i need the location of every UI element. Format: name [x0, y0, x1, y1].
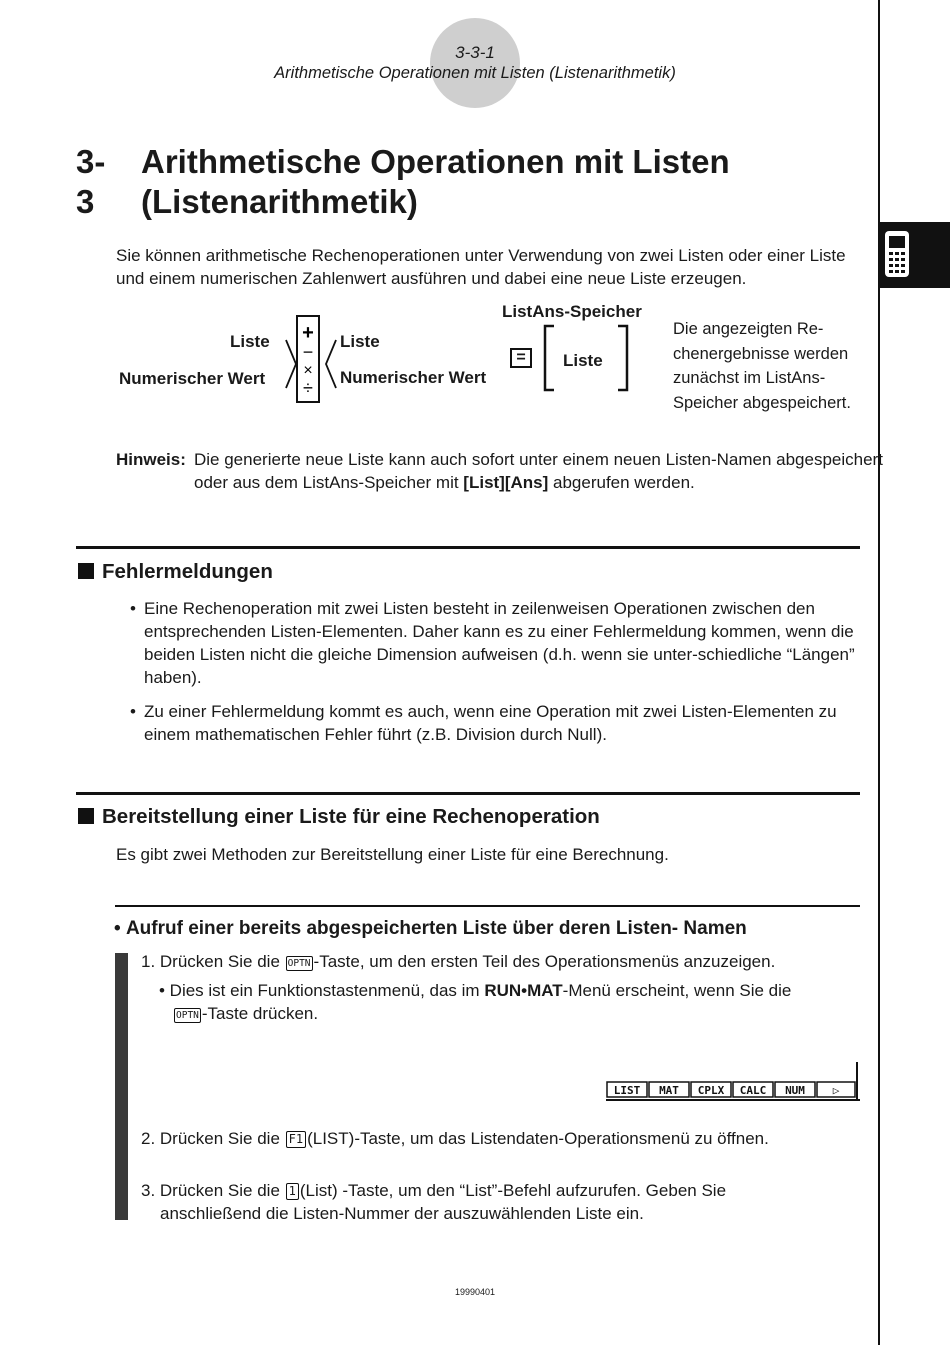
- header-circle: [430, 18, 520, 108]
- hinweis-keys: [List][Ans]: [463, 473, 549, 492]
- menu-item-mat: MAT: [659, 1084, 679, 1097]
- hinweis-text-before: Die generierte neue Liste kann auch sofort unter einem neuen Listen-Namen abgespeichert oder aus dem ListAns-Speicher mit: [194, 450, 883, 492]
- hinweis-text-after: abgerufen werden.: [548, 473, 695, 492]
- menu-item-cplx: CPLX: [697, 1084, 725, 1097]
- menu-item-next: ▷: [832, 1084, 840, 1097]
- step-2-pre: 2. Drücken Sie die: [141, 1129, 285, 1148]
- step-3: [141, 1179, 861, 1225]
- section-rule: [76, 546, 860, 549]
- title-number: 3-3: [76, 143, 106, 220]
- header-subtitle: Arithmetische Operationen mit Listen (Listenarithmetik): [274, 64, 676, 82]
- one-key-icon: 1: [286, 1183, 299, 1200]
- margin-line: [878, 0, 880, 1345]
- step-1-pre: 1. Drücken Sie die: [141, 952, 285, 971]
- function-menu-display: [606, 1062, 860, 1102]
- optn-key-icon: OPTN: [287, 958, 311, 969]
- subsection-rule: [115, 905, 860, 907]
- step-3-pre: 3. Drücken Sie die: [141, 1181, 285, 1200]
- error-bullet-2: Zu einer Fehlermeldung kommt es auch, wenn eine Operation mit zwei Listen-Elementen zu einem mathematischen Fehler führt (z.B. Division durch Null).: [144, 702, 837, 744]
- operator-divide: ÷: [303, 378, 313, 398]
- procedure-sidebar: [115, 953, 128, 1220]
- section-provide-intro: Es gibt zwei Methoden zur Bereitstellung einer Liste für eine Berechnung.: [116, 845, 669, 864]
- diagram-left-bottom: Numerischer Wert: [119, 369, 266, 388]
- menu-item-list: LIST: [613, 1084, 641, 1097]
- section-errors-title: [78, 560, 273, 584]
- step-1-sub-post: -Taste drücken.: [201, 1004, 319, 1023]
- title-text: Arithmetische Operationen mit Listen (Listenarithmetik): [141, 143, 730, 220]
- diagram-right-bottom: Numerischer Wert: [340, 368, 487, 387]
- calculator-icon: [884, 230, 910, 278]
- footer-code: 19990401: [454, 1287, 496, 1297]
- section-square-icon: [78, 563, 94, 579]
- operator-times: ×: [303, 362, 313, 379]
- diagram-left-top: Liste: [230, 332, 270, 351]
- method1-title-text: Aufruf einer bereits abgespeicherten Liste über deren Listen- Namen: [125, 918, 747, 939]
- intro-paragraph: Sie können arithmetische Rechenoperationen unter Verwendung von zwei Listen oder einer Liste und einem numerischen Zahlenwert ausführen und dabei eine neue Liste erzeugen.: [116, 246, 846, 288]
- menu-item-calc: CALC: [739, 1084, 767, 1097]
- operator-plus: +: [302, 322, 314, 344]
- equals-key: =: [510, 348, 532, 368]
- menu-item-num: NUM: [785, 1084, 805, 1097]
- f1-key-icon: F1: [286, 1131, 306, 1148]
- step-3-post: (List) -Taste, um den “List”-Befehl aufzurufen. Geben Sie: [299, 1181, 727, 1200]
- step-2: [141, 1127, 861, 1150]
- diagram-right-top: Liste: [340, 332, 380, 351]
- run-mat-label: RUN•MAT: [484, 981, 563, 1000]
- step-3-line2: anschließend die Listen-Nummer der auszuwählenden Liste ein.: [160, 1204, 644, 1223]
- result-label: Liste: [563, 351, 603, 370]
- operator-box: [282, 312, 340, 406]
- hinweis-label: Hinweis:: [116, 450, 186, 469]
- page-number: 3-3-1: [455, 43, 495, 62]
- listans-label: ListAns-Speicher: [502, 302, 642, 321]
- step-1-sub: [159, 979, 859, 1025]
- step-1-post: -Taste, um den ersten Teil des Operationsmenüs anzuzeigen.: [313, 952, 776, 971]
- operator-minus: −: [302, 342, 314, 362]
- step-1: [141, 950, 861, 973]
- optn-key-icon: OPTN: [176, 1010, 199, 1021]
- section-provide-label: Bereitstellung einer Liste für eine Rechenoperation: [102, 805, 600, 828]
- step-1-sub-pre: • Dies ist ein Funktionstastenmenü, das im: [159, 981, 485, 1000]
- section-square-icon: [78, 808, 94, 824]
- diagram-note: Die angezeigten Re-chenergebnisse werden zunächst im ListAns-Speicher abgespeichert.: [673, 320, 851, 412]
- section-provide-title: [78, 805, 600, 829]
- method1-title: • Aufruf einer bereits abgespeicherten Liste über deren Listen- Namen: [114, 918, 747, 939]
- step-1-sub-mid: -Menü erscheint, wenn Sie die: [562, 981, 792, 1000]
- error-bullet-1: Eine Rechenoperation mit zwei Listen besteht in zeilenweisen Operationen zwischen den entsprechenden Listen-Elementen. Daher kann es zu einer Fehlermeldung kommen, wenn die beiden Listen nicht die gleiche Dimension aufweisen (d.h. wenn sie unter-schiedliche “Längen” haben).: [144, 599, 855, 687]
- section-errors-label: Fehlermeldungen: [102, 560, 273, 583]
- section-rule: [76, 792, 860, 795]
- step-2-post: (LIST)-Taste, um das Listendaten-Operationsmenü zu öffnen.: [307, 1129, 769, 1148]
